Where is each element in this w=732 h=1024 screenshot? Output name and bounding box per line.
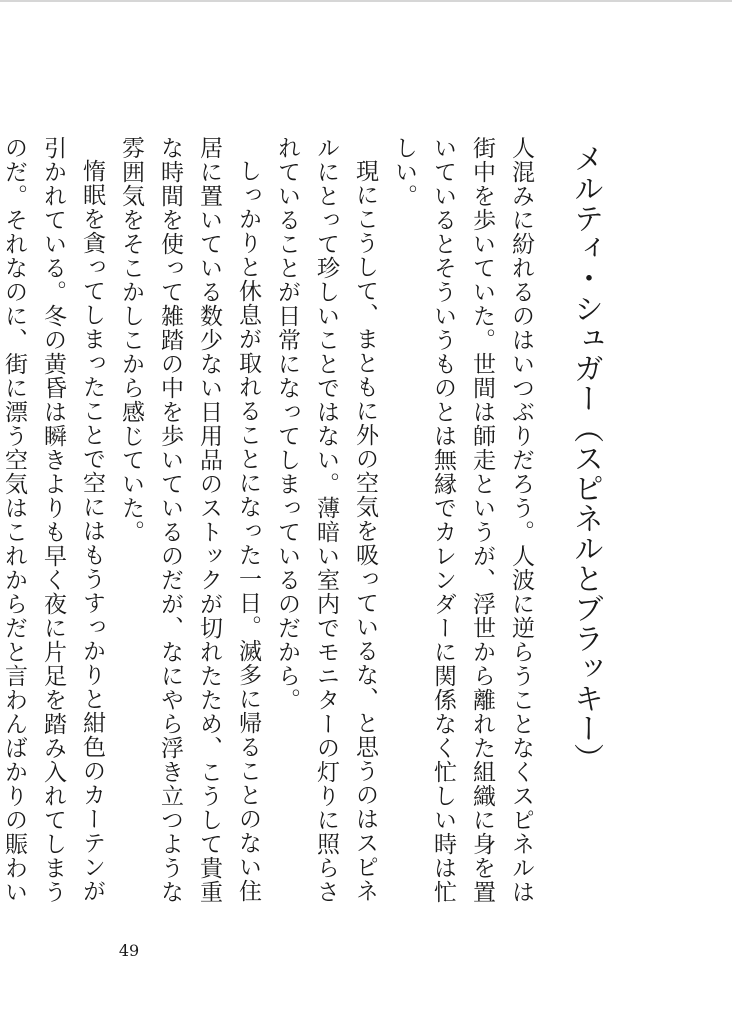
paragraph: しっかりと休息が取れることになった一日。滅多に帰ることのない住居に置いている数少ない日用品のストックが切れたため、こうして貴重な時間を使って雑踏の中を歩いているのだが、なにやら浮き立つような雰囲気をそこかしこから感じていた。 bbox=[118, 136, 261, 904]
page-top-edge bbox=[0, 0, 732, 2]
chapter-title: メルティ・シュガー（スピネルとブラッキー） bbox=[568, 143, 603, 773]
paragraph: 惰眠を貪ってしまったことで空にはもうすっかりと紺色のカーテンが引かれている。冬の黄昏は瞬きよりも早く夜に片足を踏み入れてしまうのだ。それなのに、街に漂う空気はこれからだと言わんばかりの賑わい bbox=[1, 136, 105, 904]
body-text bbox=[0, 136, 540, 906]
page-number: 49 bbox=[118, 941, 140, 960]
paragraph: 現にこうして、まともに外の空気を吸っているな、と思うのはスピネルにとって珍しいことではない。薄暗い室内でモニターの灯りに照らされていることが日常になってしまっているのだから。 bbox=[274, 136, 378, 904]
paragraph: 人混みに紛れるのはいつぶりだろう。人波に逆らうことなくスピネルは街中を歩いていた。世間は師走というが、浮世から離れた組織に身を置いているとそういうものとは無縁でカレンダーに関係なく忙しい時は忙しい。 bbox=[391, 136, 534, 904]
